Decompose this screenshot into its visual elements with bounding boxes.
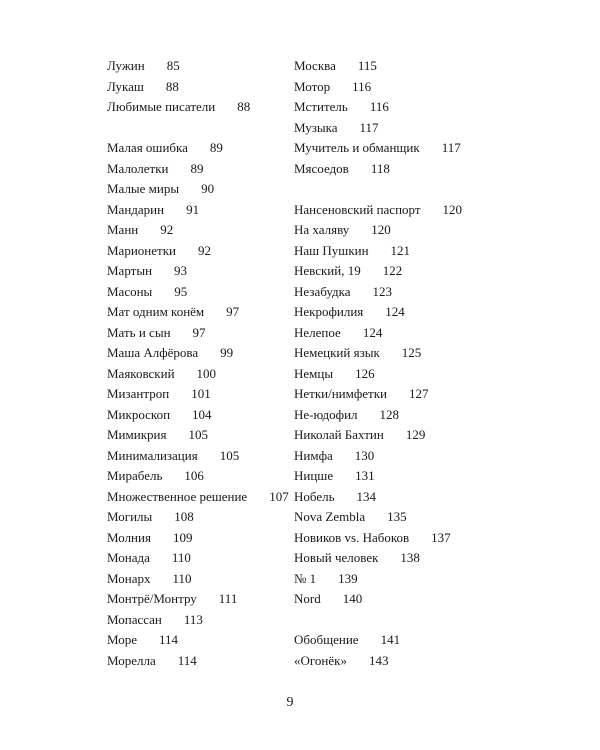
index-term: Мучитель и обманщик <box>294 140 420 155</box>
index-page-number: 137 <box>431 529 451 545</box>
index-page-number: 93 <box>174 263 188 278</box>
index-page-number: 108 <box>174 509 194 524</box>
index-page-number: 113 <box>183 611 203 627</box>
index-entry <box>107 589 307 610</box>
index-page-number: 127 <box>409 386 429 401</box>
index-column-left <box>107 56 307 671</box>
index-term: Лукаш <box>107 78 144 94</box>
index-term: Малые миры <box>107 181 180 196</box>
index-entry <box>107 56 307 77</box>
index-entry <box>107 548 307 569</box>
index-term: Марионетки <box>107 242 176 258</box>
index-entry <box>294 343 494 364</box>
index-entry <box>107 425 307 446</box>
index-spacer <box>294 179 494 200</box>
index-page-number: 114 <box>159 632 179 647</box>
index-page-number: 110 <box>171 550 191 565</box>
index-page-number: 124 <box>385 304 405 319</box>
index-term: Nord <box>294 591 321 606</box>
index-entry <box>107 179 307 200</box>
index-entry <box>294 651 494 672</box>
index-page-number: 111 <box>218 591 238 606</box>
index-term: «Огонёк» <box>294 652 347 668</box>
index-page-number: 88 <box>237 99 251 114</box>
index-term: Маша Алфёрова <box>107 345 199 360</box>
index-entry <box>107 77 307 98</box>
index-page-number: 99 <box>220 345 234 360</box>
index-page-number: 122 <box>382 263 403 278</box>
index-page-number: 100 <box>196 365 217 381</box>
index-page-number: 97 <box>192 324 206 340</box>
index-entry <box>294 118 494 139</box>
index-page-number: 125 <box>401 345 422 360</box>
index-entry <box>294 77 494 98</box>
index-term: На халяву <box>294 222 350 237</box>
index-entry <box>294 405 494 426</box>
page-number: 9 <box>286 695 294 710</box>
index-term: Монтрё/Монтру <box>107 591 197 606</box>
index-spacer <box>107 118 307 139</box>
index-page-number: 92 <box>197 242 211 258</box>
index-entry <box>294 323 494 344</box>
index-page-number: 130 <box>354 447 375 463</box>
index-term: Мотор <box>294 78 331 94</box>
index-term: Нансеновский паспорт <box>294 201 421 217</box>
index-term: Малолетки <box>107 160 169 176</box>
index-term: Новиков vs. Набоков <box>294 529 410 545</box>
index-page-number: 106 <box>184 468 204 483</box>
index-term: Мясоедов <box>294 160 349 176</box>
index-term: Обобщение <box>294 632 359 647</box>
index-term: Молния <box>107 529 151 545</box>
index-term: Мститель <box>294 99 348 114</box>
index-entry <box>107 138 307 159</box>
index-entry <box>294 569 494 590</box>
index-page-number: 139 <box>338 570 358 586</box>
index-term: Мандарин <box>107 201 165 217</box>
index-term: Не-юдофил <box>294 406 358 422</box>
index-entry <box>107 466 307 487</box>
index-page-number: 85 <box>166 58 180 73</box>
index-entry <box>107 610 307 631</box>
index-entry <box>294 630 494 651</box>
index-page-number: 105 <box>219 447 240 463</box>
index-entry <box>294 548 494 569</box>
index-page-number: 124 <box>362 324 383 340</box>
index-entry <box>107 220 307 241</box>
index-page-number: 116 <box>352 78 372 94</box>
index-term: Мат одним конём <box>107 304 205 319</box>
index-page-number: 121 <box>390 242 411 258</box>
index-column-right <box>294 56 494 671</box>
index-term: Незабудка <box>294 283 351 299</box>
index-entry <box>107 651 307 672</box>
index-page-number: 114 <box>177 652 197 668</box>
index-term: Николай Бахтин <box>294 427 384 442</box>
index-entry <box>107 384 307 405</box>
index-entry <box>294 466 494 487</box>
index-entry <box>294 487 494 508</box>
index-page-number: 118 <box>370 160 390 176</box>
index-entry <box>107 159 307 180</box>
index-entry <box>294 589 494 610</box>
index-page-number: 90 <box>201 181 215 196</box>
index-entry <box>107 97 307 118</box>
index-term: Мартын <box>107 263 153 278</box>
index-entry <box>107 323 307 344</box>
index-term: Морелла <box>107 652 156 668</box>
index-term: Наш Пушкин <box>294 242 369 258</box>
index-page-number: 117 <box>441 140 461 155</box>
index-entry <box>107 405 307 426</box>
index-term: Нимфа <box>294 447 333 463</box>
index-page-number: 120 <box>442 201 463 217</box>
index-entry <box>107 200 307 221</box>
index-page-number: 97 <box>226 304 240 319</box>
index-entry <box>294 282 494 303</box>
index-term: Мирабель <box>107 468 163 483</box>
index-term: Нелепое <box>294 324 341 340</box>
index-term: Мать и сын <box>107 324 171 340</box>
index-term: Мизантроп <box>107 386 170 401</box>
index-term: Музыка <box>294 119 338 135</box>
index-page-number: 140 <box>342 591 363 606</box>
index-page-number: 115 <box>357 58 377 73</box>
index-page-number: 91 <box>186 201 200 217</box>
index-page-number: 128 <box>379 406 400 422</box>
index-page-number: 117 <box>359 119 379 135</box>
index-term: Минимализация <box>107 447 198 463</box>
index-page-number: 105 <box>188 427 208 442</box>
index-term: Микроскоп <box>107 406 171 422</box>
index-page-number: 89 <box>190 160 204 176</box>
index-entry <box>294 528 494 549</box>
index-term: Москва <box>294 58 336 73</box>
index-term: Малая ошибка <box>107 140 188 155</box>
index-term: Масоны <box>107 283 153 299</box>
index-entry <box>107 630 307 651</box>
index-entry <box>294 364 494 385</box>
index-entry <box>107 446 307 467</box>
index-entry <box>294 261 494 282</box>
index-entry <box>107 487 307 508</box>
index-term: Любимые писатели <box>107 99 216 114</box>
index-term: Нобель <box>294 488 335 504</box>
index-page-number: 135 <box>387 509 407 524</box>
index-page-number: 104 <box>192 406 212 422</box>
index-entry <box>294 384 494 405</box>
index-page-number: 123 <box>372 283 393 299</box>
index-term: Немецкий язык <box>294 345 380 360</box>
index-page-number: 143 <box>368 652 389 668</box>
index-page-number: 120 <box>371 222 391 237</box>
index-term: Новый человек <box>294 550 379 565</box>
index-term: Могилы <box>107 509 153 524</box>
index-page-number: 129 <box>405 427 426 442</box>
index-entry <box>294 302 494 323</box>
index-page-number: 141 <box>380 632 401 647</box>
index-entry <box>107 282 307 303</box>
index-page-number: 101 <box>191 386 211 401</box>
index-term: Ницше <box>294 468 334 483</box>
index-page-number: 134 <box>356 488 377 504</box>
index-entry <box>294 56 494 77</box>
index-entry <box>294 241 494 262</box>
index-term: Лужин <box>107 58 145 73</box>
index-page-number: 92 <box>160 222 174 237</box>
index-term: Некрофилия <box>294 304 364 319</box>
index-page-number: 95 <box>174 283 188 299</box>
index-entry <box>294 159 494 180</box>
index-term: Нетки/нимфетки <box>294 386 388 401</box>
index-page-number: 138 <box>400 550 420 565</box>
index-entry <box>294 446 494 467</box>
index-entry <box>107 343 307 364</box>
index-term: Монада <box>107 550 150 565</box>
index-term: Невский, 19 <box>294 263 361 278</box>
index-entry <box>107 241 307 262</box>
index-entry <box>294 220 494 241</box>
index-page-number: 109 <box>172 529 193 545</box>
index-entry <box>107 528 307 549</box>
index-term: № 1 <box>294 570 317 586</box>
index-entry <box>294 425 494 446</box>
index-page-number: 88 <box>165 78 179 94</box>
index-page-number: 116 <box>369 99 389 114</box>
index-term: Монарх <box>107 570 151 586</box>
index-term: Мопассан <box>107 611 162 627</box>
index-entry <box>294 138 494 159</box>
index-term: Немцы <box>294 365 334 381</box>
index-term: Манн <box>107 222 139 237</box>
index-entry <box>107 569 307 590</box>
index-term: Множественное решение <box>107 488 248 504</box>
index-entry <box>294 97 494 118</box>
index-page-number: 131 <box>355 468 375 483</box>
index-entry <box>294 200 494 221</box>
index-term: Маяковский <box>107 365 175 381</box>
index-entry <box>107 507 307 528</box>
index-entry <box>107 364 307 385</box>
index-term: Мимикрия <box>107 427 167 442</box>
index-page-number: 107 <box>269 488 289 504</box>
index-page-number: 110 <box>172 570 192 586</box>
index-term: Море <box>107 632 138 647</box>
index-page-number: 89 <box>209 140 223 155</box>
index-term: Nova Zembla <box>294 509 366 524</box>
index-entry <box>107 302 307 323</box>
index-spacer <box>294 610 494 631</box>
index-entry <box>107 261 307 282</box>
index-entry <box>294 507 494 528</box>
index-page-number: 126 <box>355 365 375 381</box>
